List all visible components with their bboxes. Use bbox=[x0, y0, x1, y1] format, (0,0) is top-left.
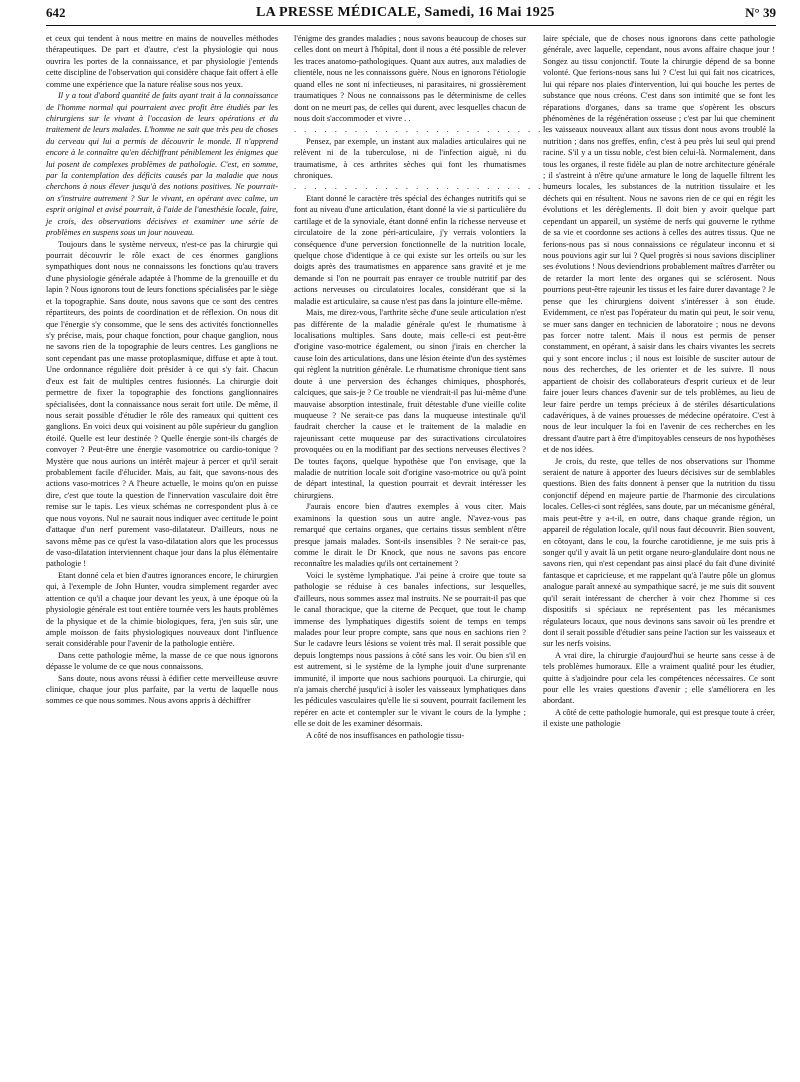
column-3 bbox=[543, 33, 775, 1078]
paragraph: laire spéciale, que de choses nous ignorons dans cette pathologie générale, avec laquelle, cependant, nous avons affaire chaque jour ! Songez au tissu conjonctif. Toute la chirurgie dépend de sa bonne volonté. Que ferions-nous sans lui ? C'est lui qui fait nos cicatrices, lui qui répare nos plaies d'intervention, lui qui bouche les pertes de substance que nous créons. C'est dans son intimité que se font les réparations d'organes, dans sa trame que s'opèrent les obscurs phénomènes de la régénération osseuse ; c'est par lui que cheminent les vaisseaux nouveaux allant aux tissus dont nous avons troublé la nutrition ; dans nos greffes, enfin, c'est à peu près lui seul qui prend racine. S'il y a un tissu noble, c'est bien celui-là. Normalement, dans tous les organes, il reste fidèle au plan de notre architecture générale ; il s'astreint à n'être qu'une armature le long de laquelle filtrent les humeurs locales, les substances de la nutrition tissulaire et les déchets qui en résultent. Nous ne savons rien de ce qui en régit les évolutions et les dérèglements. Il doit bien y avoir quelque part cependant un appareil, un système de nerfs qui gouverne le rythme de sa vie et coordonne ses actions à celles des autres tissus. Que ne ferions-nous pas si nous connaissions ce régulateur inconnu et si nous pouvions agir sur lui ? Quel progrès si nous savions discipliner ses évolutions ! Nous deviendrions probablement maîtres d'arrêter ou de retarder la mort lente des organes qui se sclérosent. Nous pourrions peut-être rajeunir les tissus et les faire durer davantage ? Je pense que les chirurgiens doivent s'intéresser à son étude. Evidemment, ce n'est pas l'opérateur du matin qui peut, le soir venu, se muer sans danger en technicien de laboratoire ; nous ne devons pas forcer notre talent. Mais il nous est permis de penser constamment, en opérant, à saisir dans les chairs vivantes les secrets qui y sont encore inclus ; il nous est loisible de susciter autour de nous des recherches, de les orienter et de les suivre. Il nous appartient de choisir des collaborateurs d'esprit curieux et de leur faire jouer leurs chances d'avenir sur de tels problèmes, au lieu de leur faire perdre un temps précieux à de stériles désarticulations cadavériques, à de vaines prouesses de médecine opératoire. C'est à nous de leur inculquer la foi en l'avenir de ces recherches en les dressant d'autre part à être d'impitoyables censeurs de nos hypothèses et de nos idées. bbox=[543, 34, 775, 455]
paragraph: Sans doute, nous avons réussi à édifier cette merveilleuse œuvre clinique, chaque jour plus parfaite, par la vertu de laquelle nous sommes ce que nous sommes. Nous avons appris à déchiffrer bbox=[46, 673, 278, 706]
ellipsis-line: . . . . . . . . . . . . . . . . . . . . . . . . . . . . bbox=[294, 182, 574, 192]
paragraph: Dans cette pathologie même, la masse de ce que nous ignorons dépasse le volume de ce que nous connaissons. bbox=[46, 650, 278, 672]
paragraph: Je crois, du reste, que telles de nos observations sur l'homme seraient de nature à apporter des lueurs décisives sur de semblables questions. Bien des faits donnent à penser que la nutrition du tissu conjonctif dépend en majeure partie de l'harmonie des circulations locales. Celles-ci sont réglées, sans doute, par un mécanisme général, mais peut-être y a-t-il, en outre, dans chaque grande région, un appareil de régulation locale, qu'il nous faut découvrir. Bien souvent, en côtoyant, dans le cou, la fourche carotidienne, je me suis pris à songer qu'il y avait là un petit organe neuro-glandulaire dont nous ne savons rien, qui n'est cependant pas ainsi placé du fait d'une divinité fantasque et capricieuse, et me rappelant qu'à l'autre pôle un glomus analogue paraît annexé au sympathique sacré, je me suis dit souvent qu'il serait intéressant de chercher à voir chez l'homme si ces dispositifs si spéciaux ne représentent pas les mécanismes régulateurs locaux, que nous devinons sans savoir où les prendre et dont il serait possible d'étudier sans peine l'action sur les vaisseaux et sur les nerfs voisins. bbox=[543, 456, 775, 649]
page-header bbox=[46, 0, 776, 26]
paragraph: Etant donné le caractère très spécial des échanges nutritifs qui se font au niveau d'une articulation, étant donné la vie si particulière du cartilage et de la synoviale, étant donné enfin la richesse nerveuse et circulatoire de la zone péri-articulaire, j'y verrais volontiers la conséquence d'une perversion fonctionnelle de la nutrition locale, quelque chose d'identique à ce qui existe sur les orteils ou sur les doigts après des traumatismes en apparence sans gravité et je me demande si l'on ne pourrait pas enrayer ce trouble nutritif par des actions nerveuses ou circulatoires locales, considérant que si la maladie est articulaire, sa cause n'est pas dans la jointure elle-même. bbox=[294, 193, 526, 306]
paragraph: A vrai dire, la chirurgie d'aujourd'hui se heurte sans cesse à de tels problèmes humoraux. Elle a vraiment qualité pour les étudier, quitte à s'adjoindre pour cela les compétences nécessaires. Ce sont pour elle les vraies questions d'avenir ; elle s'améliorera en les abordant. bbox=[543, 650, 775, 706]
paragraph: A côté de cette pathologie humorale, qui est presque toute à créer, il existe une pathologie bbox=[543, 707, 775, 729]
paragraph: Il y a tout d'abord quantité de faits ayant trait à la connaissance de l'homme normal qui pourraient avec profit être étudiés par les chirurgiens sur le vivant à l'occasion de leurs opérations et du traitement de leurs malades. L'homme ne sait que très peu de choses du cerveau qui lui a permis de découvrir le monde. Il n'apprend encore à le connaître qu'en déchiffrant péniblement les énigmes que lui posent de complexes problèmes de pathologie. C'est, en somme, par la contemplation des déficits causés par la maladie que nous cherchons à nous élever jusqu'à des notions positives. Ne pourrait-on s'instruire autrement ? Sur le vivant, en opérant avec calme, un esprit original et avisé pourrait, à l'aide de l'anesthésie locale, faire, je crois, des observations décisives et examiner une série de problèmes en suspens sous un jour nouveau. bbox=[46, 91, 278, 238]
paragraph: J'aurais encore bien d'autres exemples à vous citer. Mais examinons la question sous un autre angle. N'avez-vous pas remarqué que certains organes, que certains tissus semblent n'être presque jamais malades. Sont-ils insensibles ? Ne serait-ce pas, comme le dirait le Dr Knock, que nous ne savons pas encore reconnaître les maladies qu'ils ont certainement ? bbox=[294, 502, 526, 569]
paragraph: et ceux qui tendent à nous mettre en mains de nouvelles méthodes thérapeutiques. De part et d'autre, c'est la physiologie qui nous ouvrira les portes de la connaissance, et par physiologie j'entends cette discipline de l'observation qui considère chaque fait offert à elle comme une expérience que la nature réalise sous nos yeux. bbox=[46, 34, 278, 89]
issue-number: N° 39 bbox=[745, 5, 776, 20]
paragraph: Pensez, par exemple, un instant aux maladies articulaires qui ne relèvent ni de la tuberculose, ni de l'infection aiguë, ni du traumatisme, à ces arthrites sèches qui font les rhumatismes chroniques. bbox=[294, 136, 526, 181]
paragraph: Voici le système lymphatique. J'ai peine à croire que toute sa pathologie se réduise à ces banales infections, sur lesquelles, d'ailleurs, nous sommes assez mal instruits. Ne se pourrait-il pas que le canal thoracique, que la citerne de Pecquet, que tout le champ immense des lymphatiques digestifs soient de temps en temps malades pour leur propre compte, sans que nous en sachions rien ? Sur le cadavre leurs lésions se voient très mal. Il serait possible que depuis longtemps nous passions à côté sans les voir. Ou bien s'il en est autrement, si le système de la lymphe jouit d'une surprenante immunité, il importe que nous sachions pourquoi. La chirurgie, qui n'a jamais cherché jusqu'ici à isoler les vaisseaux lymphatiques dans les pédicules vasculaires qu'elle lie si souvent, pourrait facilement les repérer en acte et contempler sur le vivant le cours de la lymphe ; elle se doit de les examiner désormais. bbox=[294, 570, 526, 729]
journal-title: LA PRESSE MÉDICALE, Samedi, 16 Mai 1925 bbox=[255, 5, 555, 20]
paragraph: l'énigme des grandes maladies ; nous savons beaucoup de choses sur celles dont on meurt à l'hôpital, dont il nous a été possible de relever les traces anatomo-pathologiques. Quant aux autres, aux maladies de clientèle, nous ne les connaissons guère. Nous en ignorons l'étiologie quand elles ne sont ni infectieuses, ni parasitaires, ni grossièrement traumatiques ? Nous ne connaissons pas le déterminisme de celles dont on ne meurt pas, de celles qui durent, avec lesquelles chacun de nous doit s'accommoder et vivre . . bbox=[294, 34, 526, 123]
paragraph: A côté de nos insuffisances en pathologie tissu- bbox=[306, 730, 465, 740]
column-1 bbox=[46, 33, 278, 1078]
paragraph: Toujours dans le système nerveux, n'est-ce pas la chirurgie qui pourrait découvrir le rôle exact de ces énormes ganglions sympathiques dont nous ne connaissons les fonctions qu'au travers d'une physiologie générale adaptée à l'homme de la grenouille et du lapin ? Nous ignorons tout de leurs fonctions spécialisées par le siège et la topographie. Sans doute, nous savons que ce sont des centres répartiteurs, des points de coordination et de réflexion. On nous dit que l'énergie s'y consomme, que le sens des activités fonctionnelles s'y précise, mais, pour chaque fonction, pour chaque ganglion, nous ne savons rien de la topographie de leurs centres. Les ganglions ne sont cependant pas une masse protoplasmique, diffuse et apte à tout. Une ordonnance régulière doit présider à ce qui s'y fait. Chacun d'eux est fait de multiples centres fusionnés. La chirurgie doit permettre de fixer la topographie des fonctions ganglionnaires spécialisées, dont la connaissance nous serait fort utile. De même, il nous serait possible d'étudier le rôle des rameaux qui quittent ces ganglions. En voici deux qui voisinent au pôle supérieur du ganglion étoilé. Quelle est leur destinée ? Quelle énergie sont-ils chargés de convoyer ? Peut-être une énergie vasomotrice ou cardio-tonique ? Mystère que nous aurions un intérêt majeur à percer et qu'il serait probablement facile d'élucider. Mais, au fait, que savons-nous des actions vaso-motrices ? A l'heure actuelle, le moins qu'on en puisse dire, c'est que toute la question de l'innervation vasculaire doit être remise sur le tapis. Les vieux schémas ne correspondent plus à ce que nous voyons. Nul ne saurait nous indiquer avec certitude le point d'attaque d'un nerf purement vaso-dilatateur. D'ailleurs, nous ne savons même pas ce qu'est la vaso-dilatation alors que les processus de vaso-dilatation interviennent chaque jour dans la plus élémentaire pathologie ! bbox=[46, 239, 278, 569]
paragraph: Mais, me direz-vous, l'arthrite sèche d'une seule articulation n'est pas différente de la maladie générale qu'est le rhumatisme à localisations multiples. Sans doute, mais celle-ci est peut-être d'origine vaso-motrice également, ou sinon j'irais en chercher la cause loin des articulations, dans une lésion éteinte d'un des systèmes qui règlent la nutrition générale. Le rhumatisme chronique tient sans doute à une perversion des échanges chimiques, phosphorés, calciques, que sais-je ? Ce trouble ne viendrait-il pas lui-même d'une mauvaise absorption intestinale, fruit détestable d'une vieille colite muqueuse ? Ne serait-ce pas dans la muqueuse intestinale qu'il faudrait chercher la cause et le traitement de la maladie en rajeunissant cette muqueuse par des suractivations circulatoires provoquées ou en la modifiant par des sections nerveuses électives ? De toutes façons, quelque hypothèse que l'on envisage, que la maladie de nutrition locale soit d'origine vaso-motrice ou qu'à point de départ intestinal, la question pourrait et devrait intéresser les chirurgiens. bbox=[294, 308, 526, 500]
page-number: 642 bbox=[46, 5, 66, 20]
column-2 bbox=[294, 33, 574, 1078]
ellipsis-line: . . . . . . . . . . . . . . . . . . . . . . . . . . . . bbox=[294, 125, 574, 135]
paragraph: Etant donné cela et bien d'autres ignorances encore, le chirurgien qui, à l'exemple de John Hunter, voudra simplement regarder avec attention ce qu'il a chaque jour devant les yeux, à une époque où la physiologie générale est tout entière tournée vers les hauts problèmes de la physique et de la chimie biologiques, fera, j'en suis sûr, une ample moisson de faits physiologiques nouveaux dont l'influence serait considérable pour l'avenir de la pathologie entière. bbox=[46, 570, 278, 649]
